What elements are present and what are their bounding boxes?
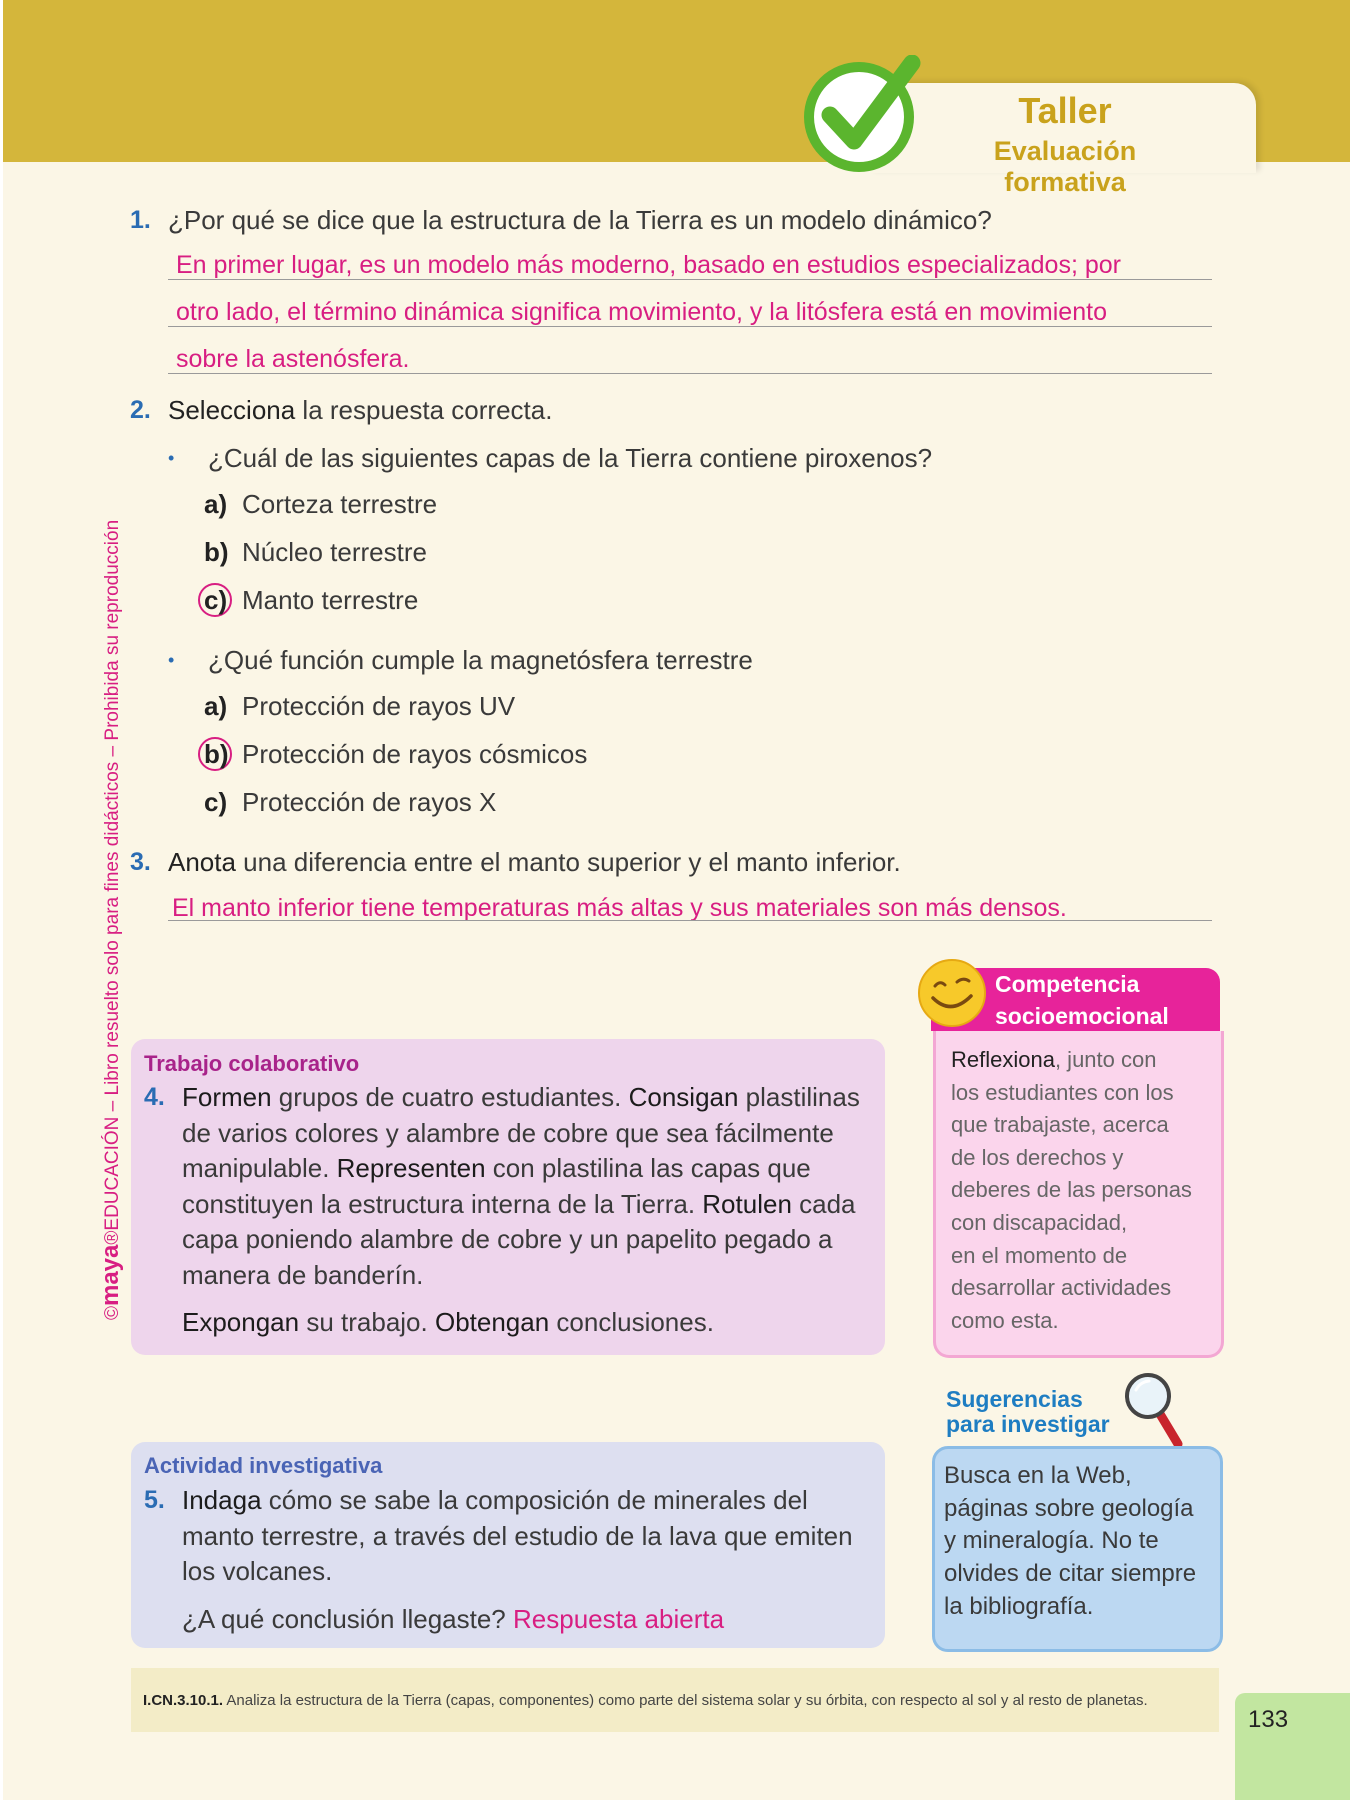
brand-logo: maya: [97, 1244, 124, 1306]
option-text: Núcleo terrestre: [242, 537, 427, 567]
competencia-title: [995, 968, 1215, 1032]
question-number: 5.: [144, 1486, 165, 1514]
question-number: 1.: [130, 206, 151, 234]
text-line: los estudiantes con los: [951, 1079, 1174, 1105]
writing-line: [168, 326, 1212, 327]
text-line: de varios colores y alambre de cobre que sea fácilmente: [182, 1117, 834, 1148]
instruction-verb: Indaga: [182, 1485, 262, 1515]
question-1-text: ¿Por qué se dice que la estructura de la Tierra es un modelo dinámico?: [168, 205, 992, 235]
text-line: de los derechos y: [951, 1144, 1124, 1170]
text-line: capa poniendo alambre de cobre y un papelito pegado a: [182, 1224, 833, 1254]
option-letter: c): [204, 787, 228, 817]
text-line: páginas sobre geología: [944, 1494, 1194, 1522]
option-letter: a): [204, 489, 228, 519]
text-line: [182, 1187, 882, 1223]
text-line: [182, 1483, 882, 1519]
header-title: Taller: [1018, 90, 1112, 131]
option-letter: b): [204, 537, 229, 567]
title-line: Sugerencias: [946, 1386, 1083, 1412]
option-letter-selected: c): [204, 585, 228, 615]
instruction-verb: Representen: [336, 1153, 486, 1183]
question-number: 2.: [130, 396, 151, 424]
instruction-verb: Obtengan: [434, 1307, 550, 1337]
answer-line: sobre la astenósfera.: [176, 345, 410, 373]
option-letter: a): [204, 691, 228, 721]
text-span: manipulable.: [182, 1153, 337, 1183]
research-activity-label: Actividad investigativa: [144, 1453, 383, 1478]
question-number: 3.: [130, 848, 151, 876]
text-span: conclusiones.: [549, 1307, 714, 1337]
title-line: socioemocional: [995, 1003, 1169, 1029]
option-text: Protección de rayos cósmicos: [242, 739, 588, 769]
writing-line: [168, 920, 1212, 921]
instruction-verb: Selecciona: [168, 395, 296, 425]
question-number: 4.: [144, 1083, 165, 1111]
footer-criterion: [143, 1692, 1148, 1709]
option-letter-selected: b): [204, 739, 229, 769]
text-line: manto terrestre, a través del estudio de la lava que emiten: [182, 1520, 853, 1551]
instruction-verb: Reflexiona: [951, 1047, 1055, 1072]
instruction-verb: Formen: [182, 1082, 272, 1112]
bullet: •: [168, 448, 175, 468]
magnifying-glass-icon: [1120, 1372, 1190, 1452]
smiley-icon: [917, 958, 987, 1028]
text-span: constituyen la estructura interna de la Tierra.: [182, 1188, 703, 1219]
text-line: [951, 1044, 1211, 1077]
sub-question: ¿Qué función cumple la magnetósfera terrestre: [208, 645, 753, 675]
text-span: su trabajo.: [299, 1307, 435, 1337]
collaborative-work-text: [182, 1080, 882, 1341]
text-line: Busca en la Web,: [944, 1462, 1132, 1489]
page-edge: [0, 0, 3, 1800]
text-line: los volcanes.: [182, 1556, 333, 1586]
copyright-text: EDUCACIÓN – Libro resuelto solo para fines didácticos – Prohibida su reproducción: [102, 519, 123, 1231]
text-line: olvides de citar siempre: [944, 1560, 1197, 1588]
copyright-symbol: ©: [102, 1306, 123, 1320]
registered-symbol: ®: [102, 1230, 123, 1245]
text-line: como esta.: [951, 1307, 1059, 1333]
page-number: 133: [1248, 1706, 1289, 1733]
criterion-code: I.CN.3.10.1.: [143, 1692, 224, 1709]
conclusion-question: ¿A qué conclusión llegaste?: [182, 1603, 506, 1634]
answer-line: En primer lugar, es un modelo más moderno, basado en estudios especializados; por: [176, 251, 1121, 279]
text-line: que trabajaste, acerca: [951, 1112, 1169, 1138]
text-line: deberes de las personas: [951, 1177, 1192, 1203]
text-line: en el momento de: [951, 1242, 1128, 1268]
instruction-verb: Anota: [168, 847, 236, 877]
answer-line: otro lado, el término dinámica significa movimiento, y la litósfera está en movimiento: [176, 298, 1107, 326]
text-line: desarrollar actividades: [951, 1275, 1172, 1301]
instruction-rest: la respuesta correcta.: [295, 395, 553, 425]
sugerencias-text: [944, 1460, 1214, 1624]
text-span: cada: [791, 1188, 856, 1219]
text-line: [182, 1080, 882, 1116]
checkmark-icon: [800, 55, 925, 173]
research-activity-text: [182, 1483, 882, 1637]
question-2-text: [168, 395, 552, 426]
text-line: [182, 1151, 882, 1187]
sub-question: ¿Cuál de las siguientes capas de la Tierra contiene piroxenos?: [208, 443, 933, 473]
text-line: con discapacidad,: [951, 1209, 1128, 1235]
bullet: •: [168, 650, 175, 670]
instruction-verb: Consigan: [628, 1082, 739, 1112]
text-line: [182, 1305, 882, 1341]
text-line: y mineralogía. No te: [944, 1527, 1159, 1555]
text-span: , junto con: [1054, 1047, 1157, 1072]
writing-line: [168, 279, 1212, 280]
text-span: plastilinas: [738, 1082, 860, 1112]
instruction-rest: una diferencia entre el manto superior y el manto inferior.: [235, 847, 901, 877]
option-text: Protección de rayos X: [242, 787, 497, 817]
header-subtitle: Evaluación formativa: [993, 136, 1137, 197]
criterion-text: Analiza la estructura de la Tierra (capas, componentes) como parte del sistema solar y su órbita, con respecto al sol y al resto de planetas.: [223, 1692, 1148, 1709]
option-text: Protección de rayos UV: [242, 691, 516, 721]
text-span: con plastilina las capas que: [485, 1153, 811, 1183]
text-line: manera de banderín.: [182, 1259, 424, 1290]
answer-line: El manto inferior tiene temperaturas más altas y sus materiales son más densos.: [172, 894, 1067, 922]
collaborative-work-label: Trabajo colaborativo: [144, 1051, 360, 1076]
text-line: [182, 1602, 882, 1638]
instruction-verb: Rotulen: [702, 1188, 792, 1219]
writing-line: [168, 373, 1212, 374]
text-span: cómo se sabe la composición de minerales del: [261, 1485, 808, 1515]
text-span: grupos de cuatro estudiantes.: [271, 1082, 629, 1112]
option-text: Corteza terrestre: [242, 489, 438, 519]
instruction-verb: Expongan: [182, 1307, 300, 1337]
copyright-notice: [97, 480, 129, 1320]
conclusion-answer: Respuesta abierta: [513, 1603, 725, 1634]
question-3-text: [168, 847, 901, 878]
option-text: Manto terrestre: [242, 585, 419, 615]
title-line: Competencia: [995, 971, 1140, 997]
title-line: para investigar: [946, 1411, 1110, 1437]
competencia-text: [951, 1044, 1211, 1337]
text-line: la bibliografía.: [944, 1592, 1094, 1620]
sugerencias-title: [946, 1387, 1110, 1437]
